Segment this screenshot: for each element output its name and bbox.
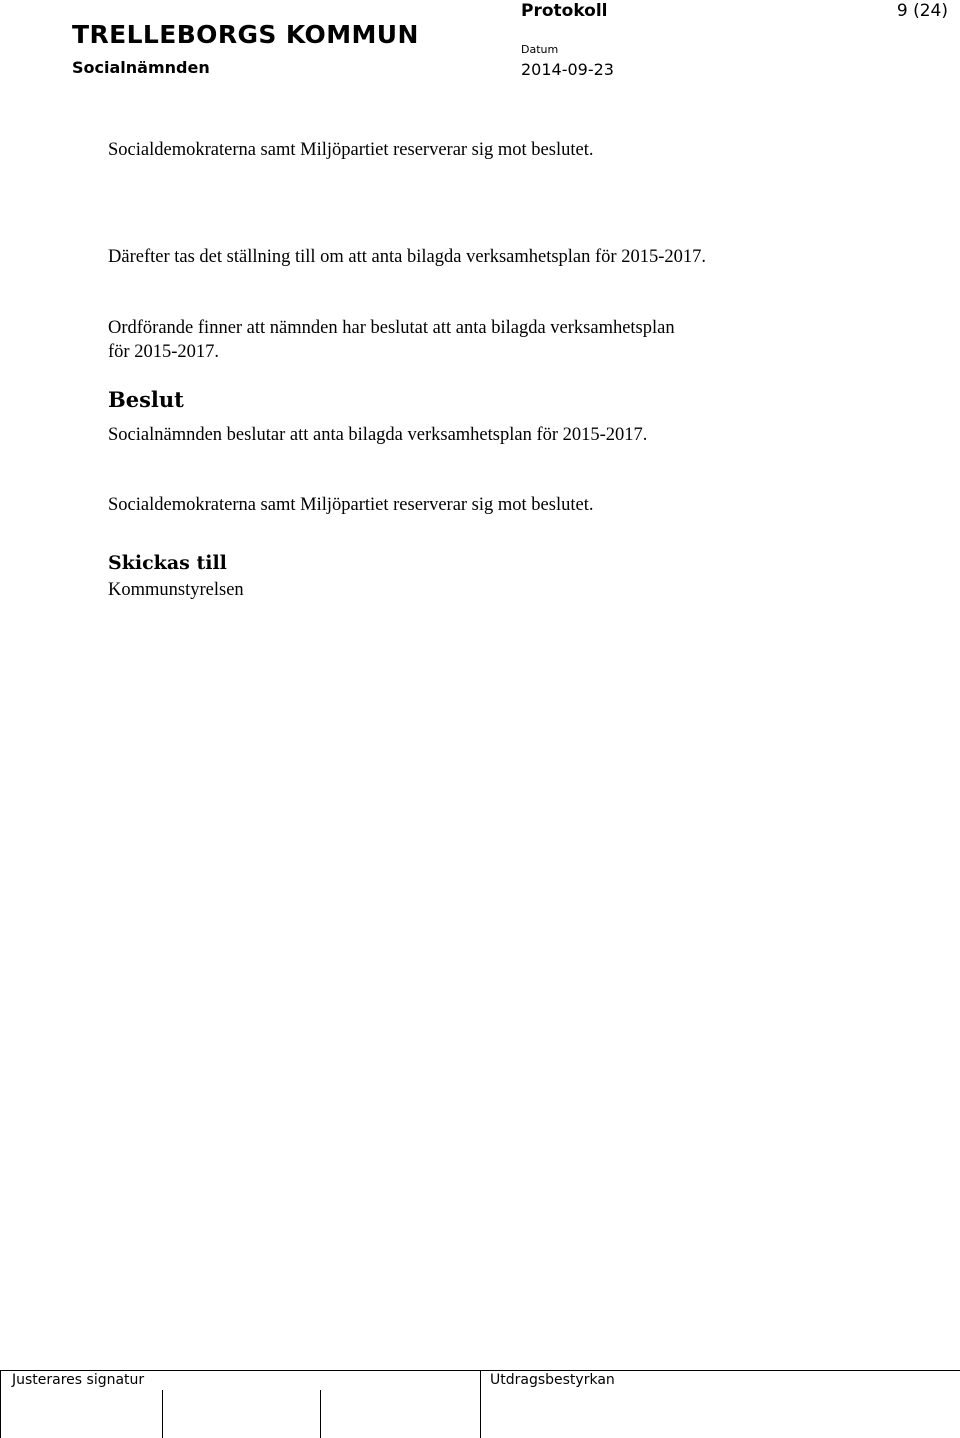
excerpt-certification-label: Utdragsbestyrkan [490,1372,615,1388]
reservation-paragraph-1: Socialdemokraterna samt Miljöpartiet reserverar sig mot beslutet. [108,140,594,160]
send-to-heading: Skickas till [108,552,227,574]
page-number: 9 (24) [896,1,948,21]
position-paragraph: Därefter tas det ställning till om att anta bilagda verksamhetsplan för 2015-2017. [108,247,706,267]
adjuster-signature-label: Justerares signatur [12,1372,145,1388]
decision-paragraph: Socialnämnden beslutar att anta bilagda verksamhetsplan för 2015-2017. [108,425,648,445]
chair-finding-line-2: för 2015-2017. [108,342,219,362]
signature-box-separator-middle [480,1370,481,1438]
send-to-recipient: Kommunstyrelsen [108,580,244,600]
document-type: Protokoll [521,1,608,21]
reservation-paragraph-2: Socialdemokraterna samt Miljöpartiet reserverar sig mot beslutet. [108,495,594,515]
committee-name: Socialnämnden [72,58,210,77]
decision-heading: Beslut [108,387,184,412]
chair-finding-paragraph [108,316,808,364]
date-label: Datum [521,43,559,56]
chair-finding-line-1: Ordförande finner att nämnden har beslutat att anta bilagda verksamhetsplan [108,318,675,338]
organization-name: TRELLEBORGS KOMMUN [72,20,419,49]
signature-box-border-left [0,1370,1,1438]
date-value: 2014-09-23 [521,60,614,79]
signature-box-separator-2 [320,1390,321,1438]
signature-box-separator-1 [162,1390,163,1438]
